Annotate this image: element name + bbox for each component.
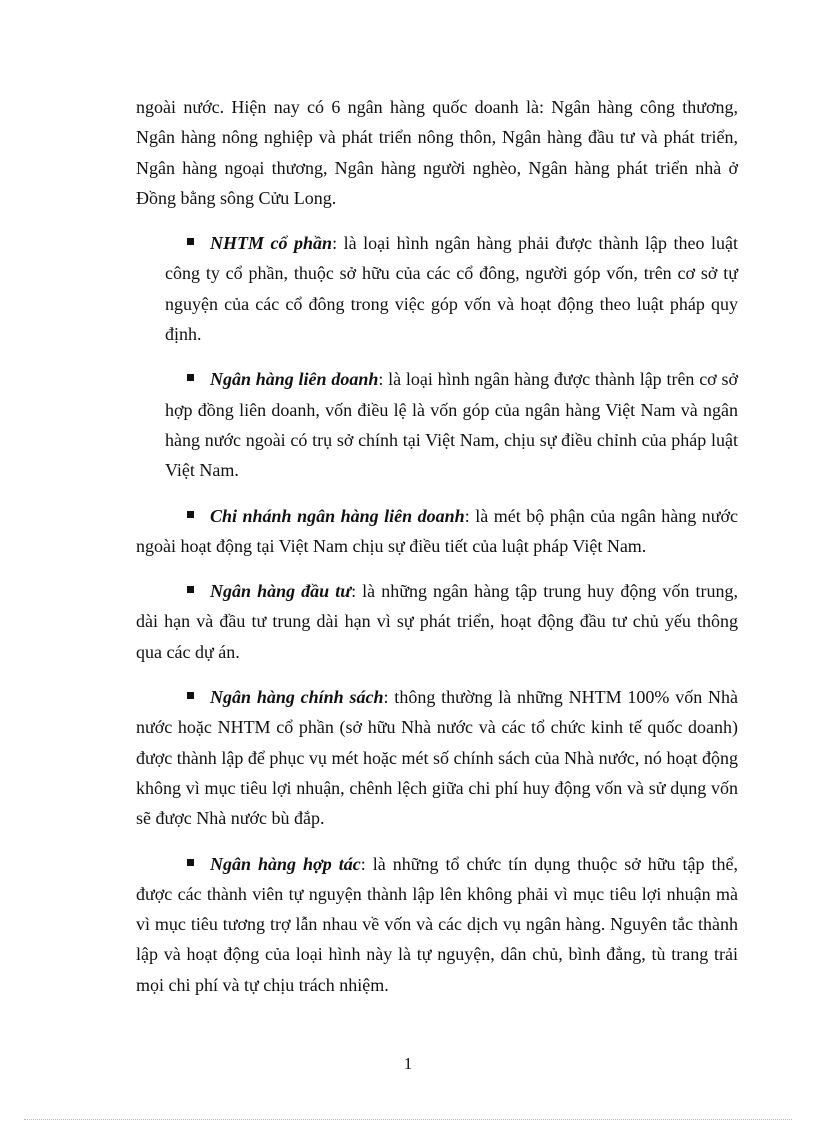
square-bullet-icon [187,692,194,699]
list-item-definition: : là loại hình ngân hàng được thành lập trên cơ sở hợp đồng liên doanh, vốn điều lệ là vốn góp của ngân hàng Việt Nam và ngân hàng nước ngoài có trụ sở chính tại Việt Nam, chịu sự điều chỉnh của pháp luật Việt Nam. [165,369,738,481]
square-bullet-icon [187,586,194,593]
list-item-text [165,364,738,485]
list-item [136,364,738,485]
document-body [136,92,738,1000]
square-bullet-icon [187,859,194,866]
list-item-term: Ngân hàng hợp tác [210,853,361,874]
list-item-term: Ngân hàng liên doanh [210,369,379,390]
list-item-definition: : là những tổ chức tín dụng thuộc sở hữu tập thể, được các thành viên tự nguyện thành lập lên không phải vì mục tiêu lợi nhuận mà vì mục tiêu tương trợ lẫn nhau về vốn và các dịch vụ ngân hàng. Nguyên tắc thành lập và hoạt động của loại hình này là tự nguyện, dân chủ, bình đẳng, tù trang trải mọi chi phí và tự chịu trách nhiệm. [136,853,739,995]
list-item [136,576,738,667]
list-item-term: Ngân hàng chính sách [210,687,384,708]
intro-paragraph: ngoài nước. Hiện nay có 6 ngân hàng quốc doanh là: Ngân hàng công thương, Ngân hàng nông nghiệp và phát triển nông thôn, Ngân hàng đầu tư và phát triển, Ngân hàng ngoại thương, Ngân hàng người nghèo, Ngân hàng phát triển nhà ở Đồng bằng sông Cửu Long. [136,97,738,208]
page-bottom-divider [24,1119,792,1120]
list-item-text [136,576,738,667]
list-item-text [136,501,738,562]
list-item-definition: : thông thường là những NHTM 100% vốn Nhà nước hoặc NHTM cổ phần (sở hữu Nhà nước và các tổ chức kinh tế quốc doanh) được thành lập để phục vụ mét hoặc mét số chính sách của Nhà nước, nó hoạt động không vì mục tiêu lợi nhuận, chênh lệch giữa chi phí huy động vốn và sử dụng vốn sẽ được Nhà nước bù đắp. [136,687,738,829]
square-bullet-icon [187,511,194,518]
list-item-term: NHTM cổ phần [210,233,333,254]
square-bullet-icon [187,238,194,245]
list-item-text [136,849,738,1000]
list-item-definition: : là mét bộ phận của ngân hàng nước ngoài hoạt động tại Việt Nam chịu sự điều tiết của luật pháp Việt Nam. [136,505,738,556]
list-item [136,849,738,1000]
list-item-text [136,682,738,833]
list-item-definition: : là những ngân hàng tập trung huy động vốn trung, dài hạn và đầu tư trung dài hạn vì sự phát triển, hoạt động đầu tư chủ yếu thông qua các dự án. [136,581,739,662]
list-item-definition: : là loại hình ngân hàng phải được thành lập theo luật công ty cổ phần, thuộc sở hữu của các cổ đông, người góp vốn, trên cơ sở tự nguyện của các cổ đông trong việc góp vốn và hoạt động theo luật pháp quy định. [165,233,738,345]
list-item-text [165,228,738,349]
list-item [136,501,738,562]
list-item-term: Chi nhánh ngân hàng liên doanh [210,505,465,526]
square-bullet-icon [187,374,194,381]
list-item [136,682,738,833]
list-item [136,228,738,349]
page-number: 1 [403,1054,413,1073]
list-item-term: Ngân hàng đầu tư [210,581,352,602]
